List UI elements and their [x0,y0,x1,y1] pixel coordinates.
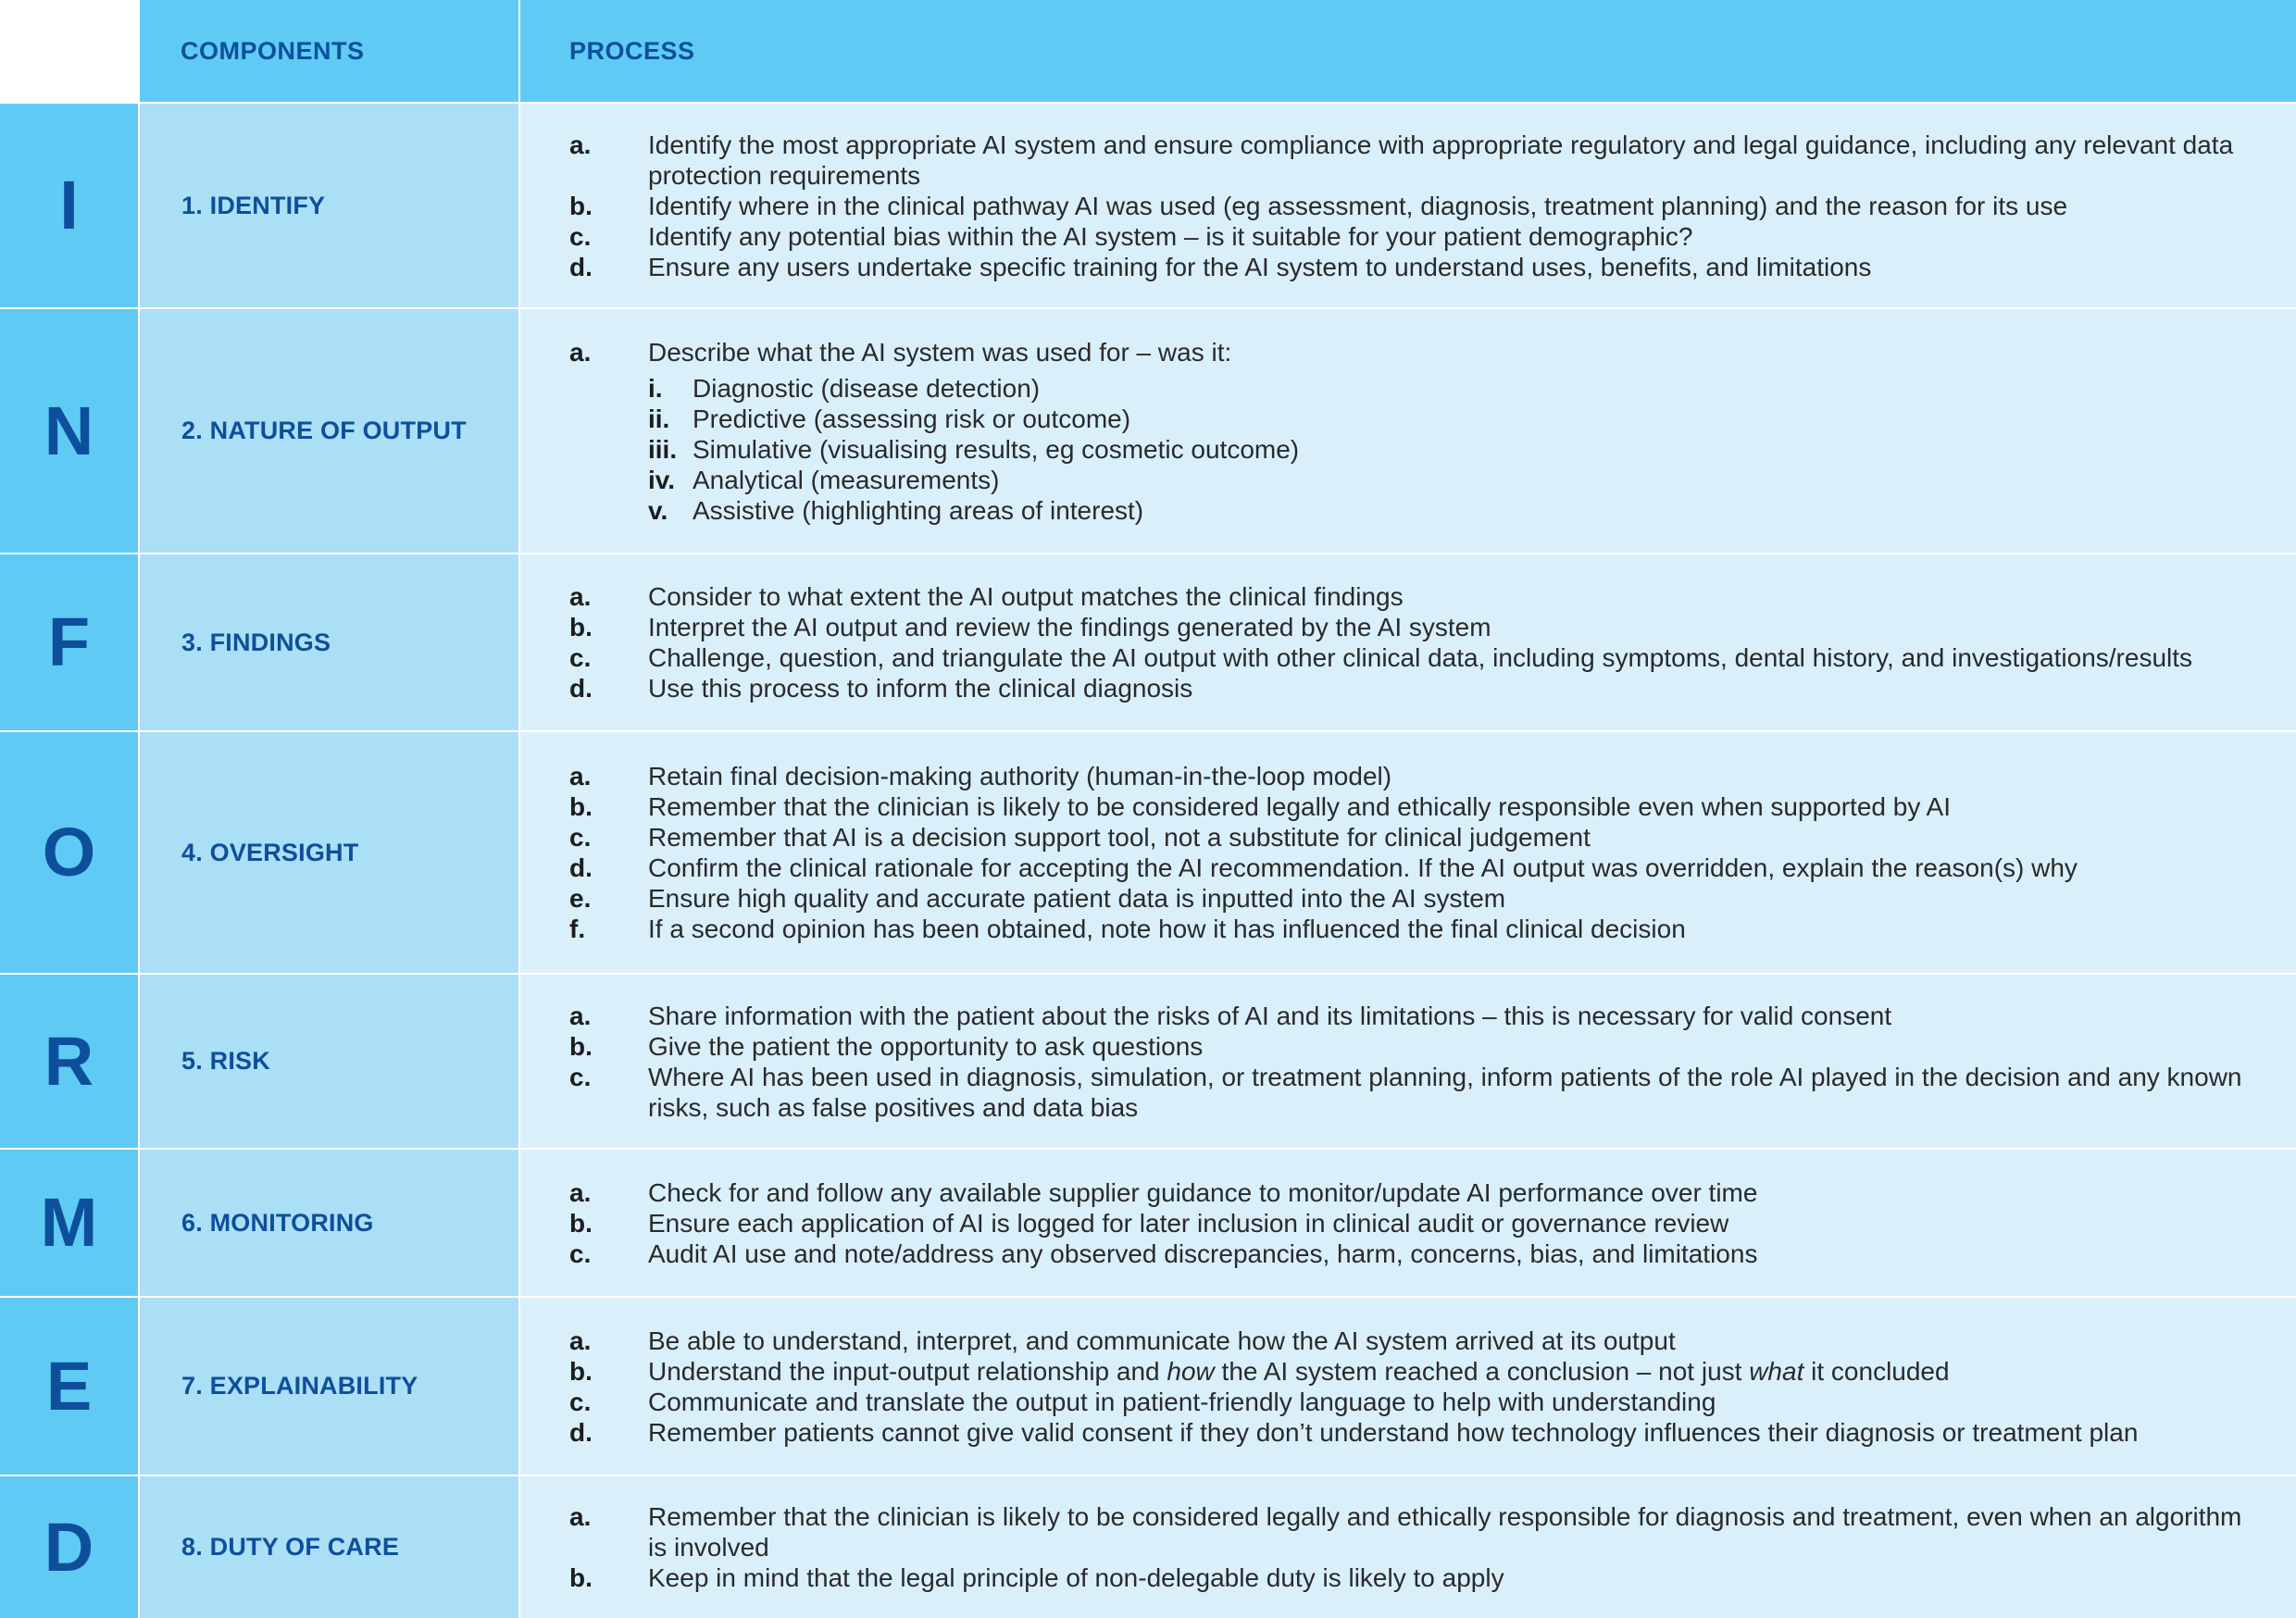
item-label: f. [569,915,586,943]
item-label: c. [569,1238,592,1268]
row-letter-o [0,732,138,973]
process-monitoring [520,1150,2296,1296]
process-list [520,1177,2291,1269]
row-letter-n [0,309,138,553]
item-label: c. [569,221,592,251]
acronym-letter: D [44,1508,94,1586]
item-text: Identify any potential bias within the AI system – is it suitable for your patient demographic? [648,221,1693,251]
component-risk [140,975,518,1148]
process-item [569,791,2291,822]
item-label: a. [569,1502,592,1531]
process-list [520,761,2291,944]
process-item [569,1326,2291,1356]
item-label: b. [569,1356,593,1386]
process-list [520,1326,2291,1448]
item-text-part: the AI system reached a conclusion – not just [1214,1356,1750,1386]
item-text: Identify where in the clinical pathway AI was used (eg assessment, diagnosis, treatment planning) and the reason for its use [648,191,2068,220]
process-item [569,191,2291,221]
item-text: Use this process to inform the clinical diagnosis [648,674,1193,703]
sub-item-text: Analytical (measurements) [693,465,1000,494]
acronym-letter: F [47,604,91,680]
component-findings [140,554,518,730]
item-text: Ensure each application of AI is logged for later inclusion in clinical audit or governance review [648,1208,1729,1238]
sub-item-label: i. [648,373,663,403]
sub-item [648,434,2264,465]
item-text: Interpret the AI output and review the findings generated by the AI system [648,613,1491,641]
item-text: Ensure high quality and accurate patient data is inputted into the AI system [648,884,1506,913]
sub-item [648,373,2264,404]
sub-item-label: iii. [648,434,678,464]
process-findings [520,554,2296,730]
sub-item-label: iv. [648,465,676,494]
process-item [569,1177,2291,1208]
sub-item-label: ii. [648,404,670,433]
header-process-label: PROCESS [569,36,695,65]
process-nature-of-output [520,309,2296,553]
process-item [569,1562,2291,1593]
item-text: Retain final decision-making authority (human-in-the-loop model) [648,762,1392,790]
item-text: Challenge, question, and triangulate the AI output with other clinical data, including symptoms, dental history, and investigations/results [648,643,2193,672]
process-item [569,822,2291,853]
sub-item [648,465,2264,495]
process-item [569,883,2291,914]
header-process [520,0,2296,102]
item-text: Confirm the clinical rationale for accepting the AI recommendation. If the AI output was overridden, explain the reason(s) why [648,853,2078,882]
item-label: a. [569,1326,592,1355]
item-label: b. [569,613,593,641]
item-text: Ensure any users undertake specific training for the AI system to understand uses, benefits, and limitations [648,252,1872,281]
process-list [520,581,2291,703]
item-text: Audit AI use and note/address any observed discrepancies, harm, concerns, bias, and limitations [648,1238,1758,1268]
item-label: c. [569,1062,592,1091]
header-components-label: COMPONENTS [181,36,365,65]
component-title: 1. IDENTIFY [181,191,326,219]
process-risk [520,975,2296,1148]
process-identify [520,104,2296,307]
component-duty-of-care [140,1476,518,1618]
component-title: 2. NATURE OF OUTPUT [181,417,467,444]
process-item [569,612,2291,642]
component-title: 8. DUTY OF CARE [181,1533,400,1561]
row-letter-e [0,1298,138,1475]
component-monitoring [140,1150,518,1296]
item-label: a. [569,762,592,790]
item-text: Keep in mind that the legal principle of non-delegable duty is likely to apply [648,1563,1504,1592]
row-letter-f [0,554,138,730]
item-text: Remember that AI is a decision support tool, not a substitute for clinical judgement [648,823,1591,852]
component-identify [140,104,518,307]
process-item [569,1356,2291,1387]
process-item [569,221,2291,252]
header-components [140,0,518,102]
process-item [569,130,2291,191]
process-list [520,1501,2291,1593]
sub-item-text: Diagnostic (disease detection) [693,373,1041,403]
item-label: c. [569,1387,592,1416]
item-text: Communicate and translate the output in patient-friendly language to help with understanding [648,1387,1716,1416]
item-text: Be able to understand, interpret, and communicate how the AI system arrived at its output [648,1326,1676,1355]
acronym-letter: O [42,814,96,890]
item-label: c. [569,823,592,852]
acronym-letter: I [59,167,79,243]
process-item [569,1031,2291,1062]
sub-list [648,373,2264,526]
component-title: 7. EXPLAINABILITY [181,1372,418,1400]
process-item [569,337,2291,526]
process-item [569,673,2291,703]
item-label: d. [569,674,593,703]
process-explainability [520,1298,2296,1475]
item-text: If a second opinion has been obtained, note how it has influenced the final clinical decision [648,915,1686,943]
item-text: Where AI has been used in diagnosis, simulation, or treatment planning, inform patients of the role AI played in the decision and any known risks, such as false positives and data bias [648,1062,2242,1122]
item-label: b. [569,1031,593,1061]
process-list [520,130,2291,282]
process-item [569,252,2291,282]
item-text: Remember that the clinician is likely to be considered legally and ethically responsible for diagnosis and treatment, even when an algorithm is involved [648,1502,2242,1562]
row-letter-m [0,1150,138,1296]
process-list [520,337,2291,526]
item-text-part: Understand the input-output relationship and [648,1356,1167,1386]
item-label: d. [569,1417,593,1447]
item-label: d. [569,252,593,281]
acronym-letter: E [45,1347,93,1425]
process-item [569,642,2291,673]
process-item [569,1062,2291,1123]
item-label: a. [569,337,592,367]
process-item [569,1387,2291,1417]
item-body [648,337,2291,526]
acronym-letter: N [44,392,94,469]
sub-item-text: Assistive (highlighting areas of interest) [693,495,1144,525]
sub-item [648,495,2264,526]
item-text: Consider to what extent the AI output matches the clinical findings [648,582,1404,611]
item-label: b. [569,1208,593,1238]
process-item [569,581,2291,612]
row-letter-d [0,1476,138,1618]
item-text: Give the patient the opportunity to ask questions [648,1031,1204,1061]
item-label: b. [569,792,593,821]
item-text: Share information with the patient about the risks of AI and its limitations – this is necessary for valid consent [648,1001,1892,1030]
item-text-emphasis: what [1749,1356,1804,1386]
item-label: a. [569,582,592,611]
acronym-letter: M [40,1184,98,1261]
header-corner [0,0,138,102]
process-item [569,1501,2291,1562]
component-title: 3. FINDINGS [181,628,331,656]
sub-item-label: v. [648,495,668,525]
process-item [569,1417,2291,1448]
item-text: Describe what the AI system was used for – was it: [648,337,1232,367]
item-label: a. [569,1177,592,1207]
process-item [569,1001,2291,1031]
sub-item [648,404,2264,434]
component-nature-of-output [140,309,518,553]
process-list [520,1001,2291,1123]
process-item [569,914,2291,944]
item-label: a. [569,130,592,159]
component-title: 4. OVERSIGHT [181,838,359,866]
component-explainability [140,1298,518,1475]
item-label: c. [569,643,592,672]
item-label: e. [569,884,592,913]
process-item [569,1208,2291,1238]
item-label: d. [569,853,593,882]
process-oversight [520,732,2296,973]
process-item [569,853,2291,883]
item-text-emphasis: how [1167,1356,1215,1386]
component-title: 6. MONITORING [181,1208,374,1237]
item-text: Remember that the clinician is likely to be considered legally and ethically responsible even when supported by AI [648,792,1952,821]
item-label: b. [569,1563,593,1592]
row-letter-r [0,975,138,1148]
acronym-letter: R [44,1022,94,1100]
sub-item-text: Predictive (assessing risk or outcome) [693,404,1131,433]
row-letter-i [0,104,138,307]
item-text [648,1356,2291,1387]
item-text: Remember patients cannot give valid consent if they don’t understand how technology influences their diagnosis or treatment plan [648,1417,2139,1447]
sub-item-text: Simulative (visualising results, eg cosmetic outcome) [693,434,1300,464]
item-text-part: it concluded [1803,1356,1950,1386]
component-oversight [140,732,518,973]
component-title: 5. RISK [181,1047,270,1075]
item-label: b. [569,191,593,220]
process-item [569,1238,2291,1269]
item-text: Identify the most appropriate AI system and ensure compliance with appropriate regulatory and legal guidance, including any relevant data protection requirements [648,130,2234,190]
process-duty-of-care [520,1476,2296,1618]
item-label: a. [569,1001,592,1030]
process-item [569,761,2291,791]
item-text: Check for and follow any available supplier guidance to monitor/update AI performance over time [648,1177,1758,1207]
